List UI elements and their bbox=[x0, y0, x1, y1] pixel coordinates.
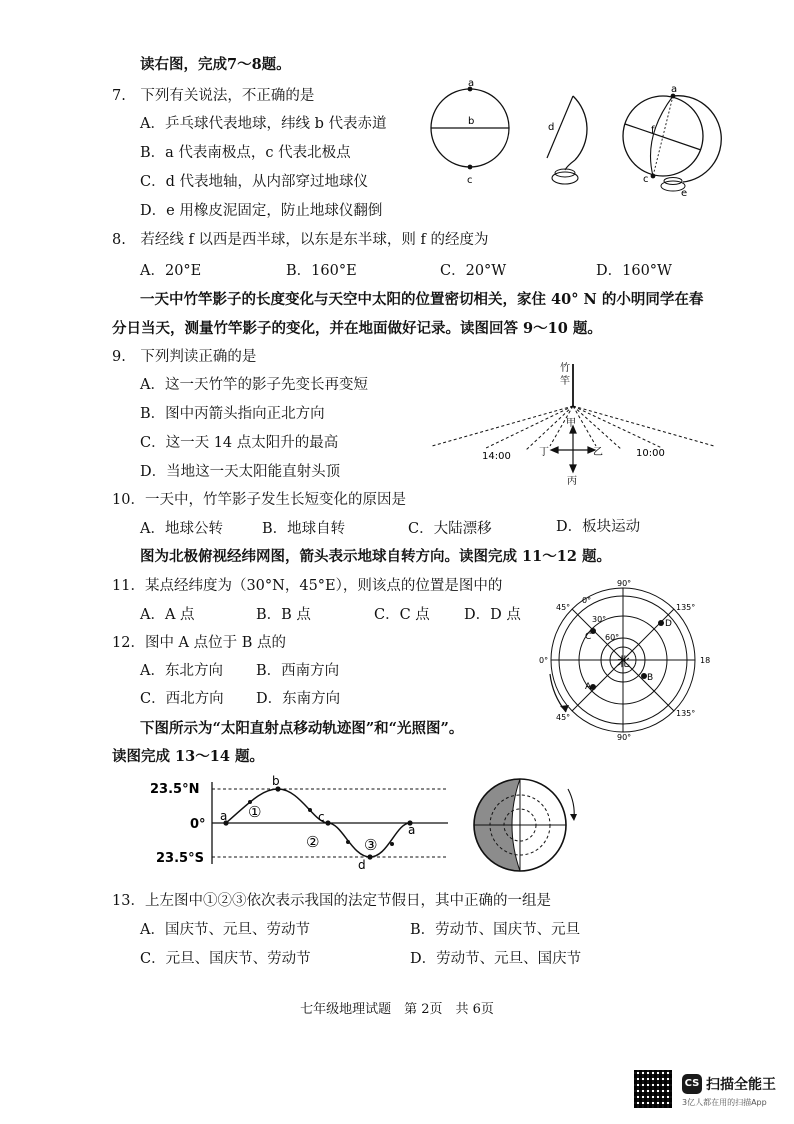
q12-stem: 12．图中 A 点位于 B 点的 bbox=[112, 635, 287, 651]
globe-stand bbox=[547, 96, 587, 184]
lon-45-top-left: 45° bbox=[556, 603, 571, 612]
q7-option-c: C．d 代表地轴，从内部穿过地球仪 bbox=[140, 174, 368, 190]
intro-7-8: 读右图，完成7～8题。 bbox=[140, 56, 291, 73]
track-point-c bbox=[325, 820, 330, 825]
time-1000: 10:00 bbox=[636, 448, 665, 459]
point-a-label: A bbox=[585, 682, 592, 692]
pole-shadow-figure bbox=[430, 360, 720, 490]
q8-option-d: D．160°W bbox=[596, 263, 672, 279]
label-b: b bbox=[468, 116, 475, 127]
q9-option-b: B．图中丙箭头指向正北方向 bbox=[140, 406, 325, 422]
track-mark-3 bbox=[346, 840, 350, 844]
track-point-d bbox=[367, 854, 372, 859]
q11-option-d: D．D 点 bbox=[464, 607, 521, 623]
point-c-label: C bbox=[585, 632, 592, 642]
compass-arrows bbox=[551, 426, 595, 472]
point-d-marker bbox=[658, 620, 664, 626]
q7-option-b: B．a 代表南极点，c 代表北极点 bbox=[140, 145, 351, 161]
track-mark-2 bbox=[308, 808, 312, 812]
globe-assembled bbox=[623, 84, 721, 199]
label-mark-2: ② bbox=[306, 833, 320, 851]
q10-option-d: D．板块运动 bbox=[556, 519, 641, 535]
lat-0-label: 0° bbox=[582, 596, 592, 605]
q9-stem: 9. 下列判读正确的是 bbox=[112, 349, 257, 365]
q11-stem: 11．某点经纬度为（30°N，45°E），则该点的位置是图中的 bbox=[112, 578, 503, 594]
label-c: c bbox=[467, 175, 473, 186]
label-f: f bbox=[651, 125, 655, 136]
intro-9-10-line1: 一天中竹竿影子的长度变化与天空中太阳的位置密切相关，家住 40° N 的小明同学在春 bbox=[140, 291, 704, 308]
q7-option-a: A．乒乓球代表地球，纬线 b 代表赤道 bbox=[140, 116, 387, 132]
polar-grid-figure bbox=[536, 574, 716, 742]
camscanner-logo-icon: CS bbox=[682, 1074, 702, 1094]
label-track-a1: a bbox=[220, 809, 228, 823]
lon-135-top-right: 135° bbox=[676, 603, 696, 612]
dir-ding: 丁 bbox=[539, 447, 549, 458]
pole-label-1: 竹 bbox=[560, 363, 570, 374]
sun-track-figure bbox=[130, 772, 450, 872]
globe-figure bbox=[425, 78, 725, 203]
label-eq: 0° bbox=[190, 817, 206, 832]
camscanner-tagline: 3亿人都在用的扫描App bbox=[682, 1098, 767, 1107]
globe-sphere bbox=[431, 78, 509, 186]
lon-90-bottom: 90° bbox=[617, 733, 632, 742]
label-e: e bbox=[681, 188, 688, 199]
q12-option-a: A．东北方向 bbox=[140, 663, 223, 679]
q9-option-d: D．当地这一天太阳能直射头顶 bbox=[140, 464, 341, 480]
q13-option-d: D．劳动节、元旦、国庆节 bbox=[410, 951, 582, 967]
q12-option-d: D．东南方向 bbox=[256, 691, 341, 707]
rotation-arrowhead-2 bbox=[570, 814, 577, 821]
point-b-label: B bbox=[647, 673, 654, 683]
lon-135-bottom-right: 135° bbox=[676, 709, 696, 718]
q13-stem: 13．上左图中①②③依次表示我国的法定节假日，其中正确的一组是 bbox=[112, 893, 551, 909]
time-1400: 14:00 bbox=[482, 451, 511, 462]
camscanner-name: 扫描全能王 bbox=[706, 1077, 776, 1093]
intro-13-14-line1: 下图所示为“太阳直射点移动轨迹图”和“光照图”。 bbox=[140, 720, 464, 737]
label-23n: 23.5°N bbox=[150, 782, 200, 797]
intro-9-10-line2: 分日当天，测量竹竿影子的变化，并在地面做好记录。读图回答 9～10 题。 bbox=[112, 320, 602, 337]
label-c2: c bbox=[643, 174, 649, 185]
q8-option-a: A．20°E bbox=[140, 263, 202, 279]
label-track-c: c bbox=[318, 810, 325, 824]
q13-option-c: C．元旦、国庆节、劳动节 bbox=[140, 951, 311, 967]
label-d: d bbox=[548, 122, 555, 133]
q8-option-c: C．20°W bbox=[440, 263, 507, 279]
q7-option-d: D．e 用橡皮泥固定，防止地球仪翻倒 bbox=[140, 203, 383, 219]
lon-180: 18 bbox=[700, 656, 711, 665]
q11-option-b: B．B 点 bbox=[256, 607, 311, 623]
lat-30-label: 30° bbox=[592, 615, 607, 624]
q10-stem: 10．一天中，竹竿影子发生长短变化的原因是 bbox=[112, 492, 406, 508]
north-pole-label: 北 bbox=[617, 655, 631, 670]
q8-stem: 8. 若经线 f 以西是西半球，以东是东半球，则 f 的经度为 bbox=[112, 232, 489, 248]
lon-0: 0° bbox=[539, 656, 549, 665]
q9-option-a: A．这一天竹竿的影子先变长再变短 bbox=[140, 377, 368, 393]
q12-option-b: B．西南方向 bbox=[256, 663, 340, 679]
intro-11-12: 图为北极俯视经纬网图，箭头表示地球自转方向。读图完成 11～12 题。 bbox=[140, 548, 611, 565]
q10-option-a: A．地球公转 bbox=[140, 521, 223, 537]
q10-option-c: C．大陆漂移 bbox=[408, 521, 492, 537]
page-footer: 七年级地理试题 第 2页 共 6页 bbox=[300, 1002, 494, 1017]
lat-60-label: 60° bbox=[605, 633, 620, 642]
lon-90-top: 90° bbox=[617, 579, 632, 588]
label-a2: a bbox=[671, 84, 678, 95]
dir-jia: 甲 bbox=[566, 418, 576, 429]
track-mark-4 bbox=[390, 842, 394, 846]
dir-yi: 乙 bbox=[593, 447, 603, 458]
q8-option-b: B．160°E bbox=[286, 263, 357, 279]
q12-option-c: C．西北方向 bbox=[140, 691, 224, 707]
illumination-figure bbox=[468, 775, 580, 879]
q9-option-c: C．这一天 14 点太阳升的最高 bbox=[140, 435, 339, 451]
point-d-label: D bbox=[665, 619, 672, 629]
label-a: a bbox=[468, 78, 475, 89]
label-track-a2: a bbox=[408, 823, 416, 837]
q13-option-a: A．国庆节、元旦、劳动节 bbox=[140, 922, 310, 938]
q13-option-b: B．劳动节、国庆节、元旦 bbox=[410, 922, 581, 938]
label-23s: 23.5°S bbox=[156, 851, 204, 866]
q11-option-c: C．C 点 bbox=[374, 607, 430, 623]
label-mark-3: ③ bbox=[364, 836, 378, 854]
label-track-d: d bbox=[358, 858, 366, 872]
q10-option-b: B．地球自转 bbox=[262, 521, 346, 537]
lon-45-bottom-left: 45° bbox=[556, 713, 571, 722]
q7-stem: 7. 下列有关说法，不正确的是 bbox=[112, 88, 315, 104]
q11-option-a: A．A 点 bbox=[140, 607, 195, 623]
dir-bing: 丙 bbox=[567, 476, 577, 487]
pole-label-2: 竿 bbox=[560, 376, 570, 387]
intro-13-14-line2: 读图完成 13～14 题。 bbox=[112, 748, 264, 765]
label-mark-1: ① bbox=[248, 803, 262, 821]
label-track-b: b bbox=[272, 774, 280, 788]
scanner-badge bbox=[634, 1070, 784, 1112]
qr-code-icon bbox=[634, 1070, 672, 1108]
